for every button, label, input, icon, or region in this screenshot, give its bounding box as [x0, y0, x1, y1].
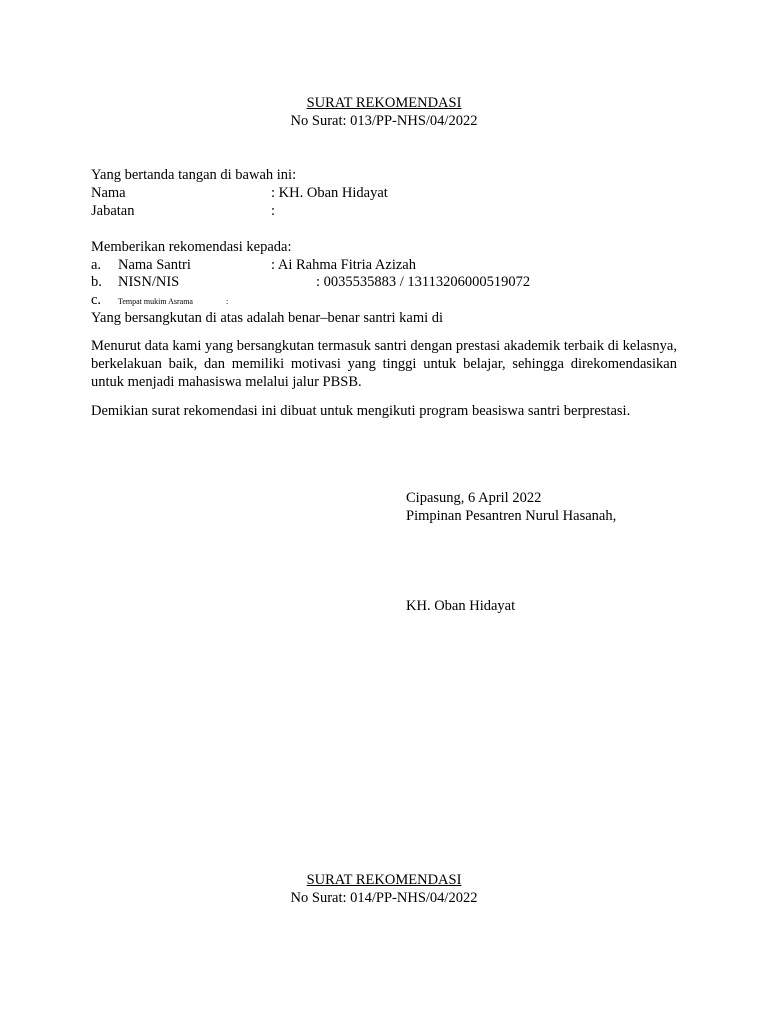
item-label-dormitory: Tempat mukim Asrama: [118, 297, 193, 306]
place-date: Cipasung, 6 April 2022: [406, 490, 542, 506]
signer-role: Pimpinan Pesantren Nurul Hasanah,: [406, 508, 617, 524]
item-value-dormitory: :: [226, 297, 229, 306]
body-paragraph: Menurut data kami yang bersangkutan termasuk santri dengan prestasi akademik terbaik di kelasnya, berkelakuan baik, dan memiliki motivasi yang tinggi untuk belajar, sehingga direkomendasikan untuk menjadi mahasiswa melalui jalur PBSB.: [91, 338, 677, 390]
item-marker: b.: [91, 274, 102, 290]
letter2-number: No Surat: 014/PP-NHS/04/2022: [290, 890, 478, 906]
item-marker: c.: [91, 292, 102, 308]
letter2-title: SURAT REKOMENDASI: [306, 872, 462, 888]
letter-number: No Surat: 013/PP-NHS/04/2022: [290, 113, 478, 129]
signature-name: KH. Oban Hidayat: [406, 598, 516, 614]
item-label-nisn: NISN/NIS: [118, 274, 180, 290]
statement-text: Yang bersangkutan di atas adalah benar–benar santri kami di: [91, 310, 444, 326]
item-value-student-name: : Ai Rahma Fitria Azizah: [271, 257, 416, 273]
intro-text: Yang bertanda tangan di bawah ini:: [91, 167, 297, 183]
item-label-student-name: Nama Santri: [118, 257, 191, 273]
recommend-to-text: Memberikan rekomendasi kepada:: [91, 239, 292, 255]
closing-paragraph: Demikian surat rekomendasi ini dibuat untuk mengikuti program beasiswa santri berprestasi.: [91, 403, 631, 419]
item-marker: a.: [91, 257, 102, 273]
signer-position-value: :: [271, 203, 276, 219]
signer-name-value: : KH. Oban Hidayat: [271, 185, 388, 201]
signer-position-label: Jabatan: [91, 203, 135, 219]
item-value-nisn: : 0035535883 / 13113206000519072: [316, 274, 531, 290]
signer-name-label: Nama: [91, 185, 126, 201]
letter-title: SURAT REKOMENDASI: [306, 95, 462, 111]
